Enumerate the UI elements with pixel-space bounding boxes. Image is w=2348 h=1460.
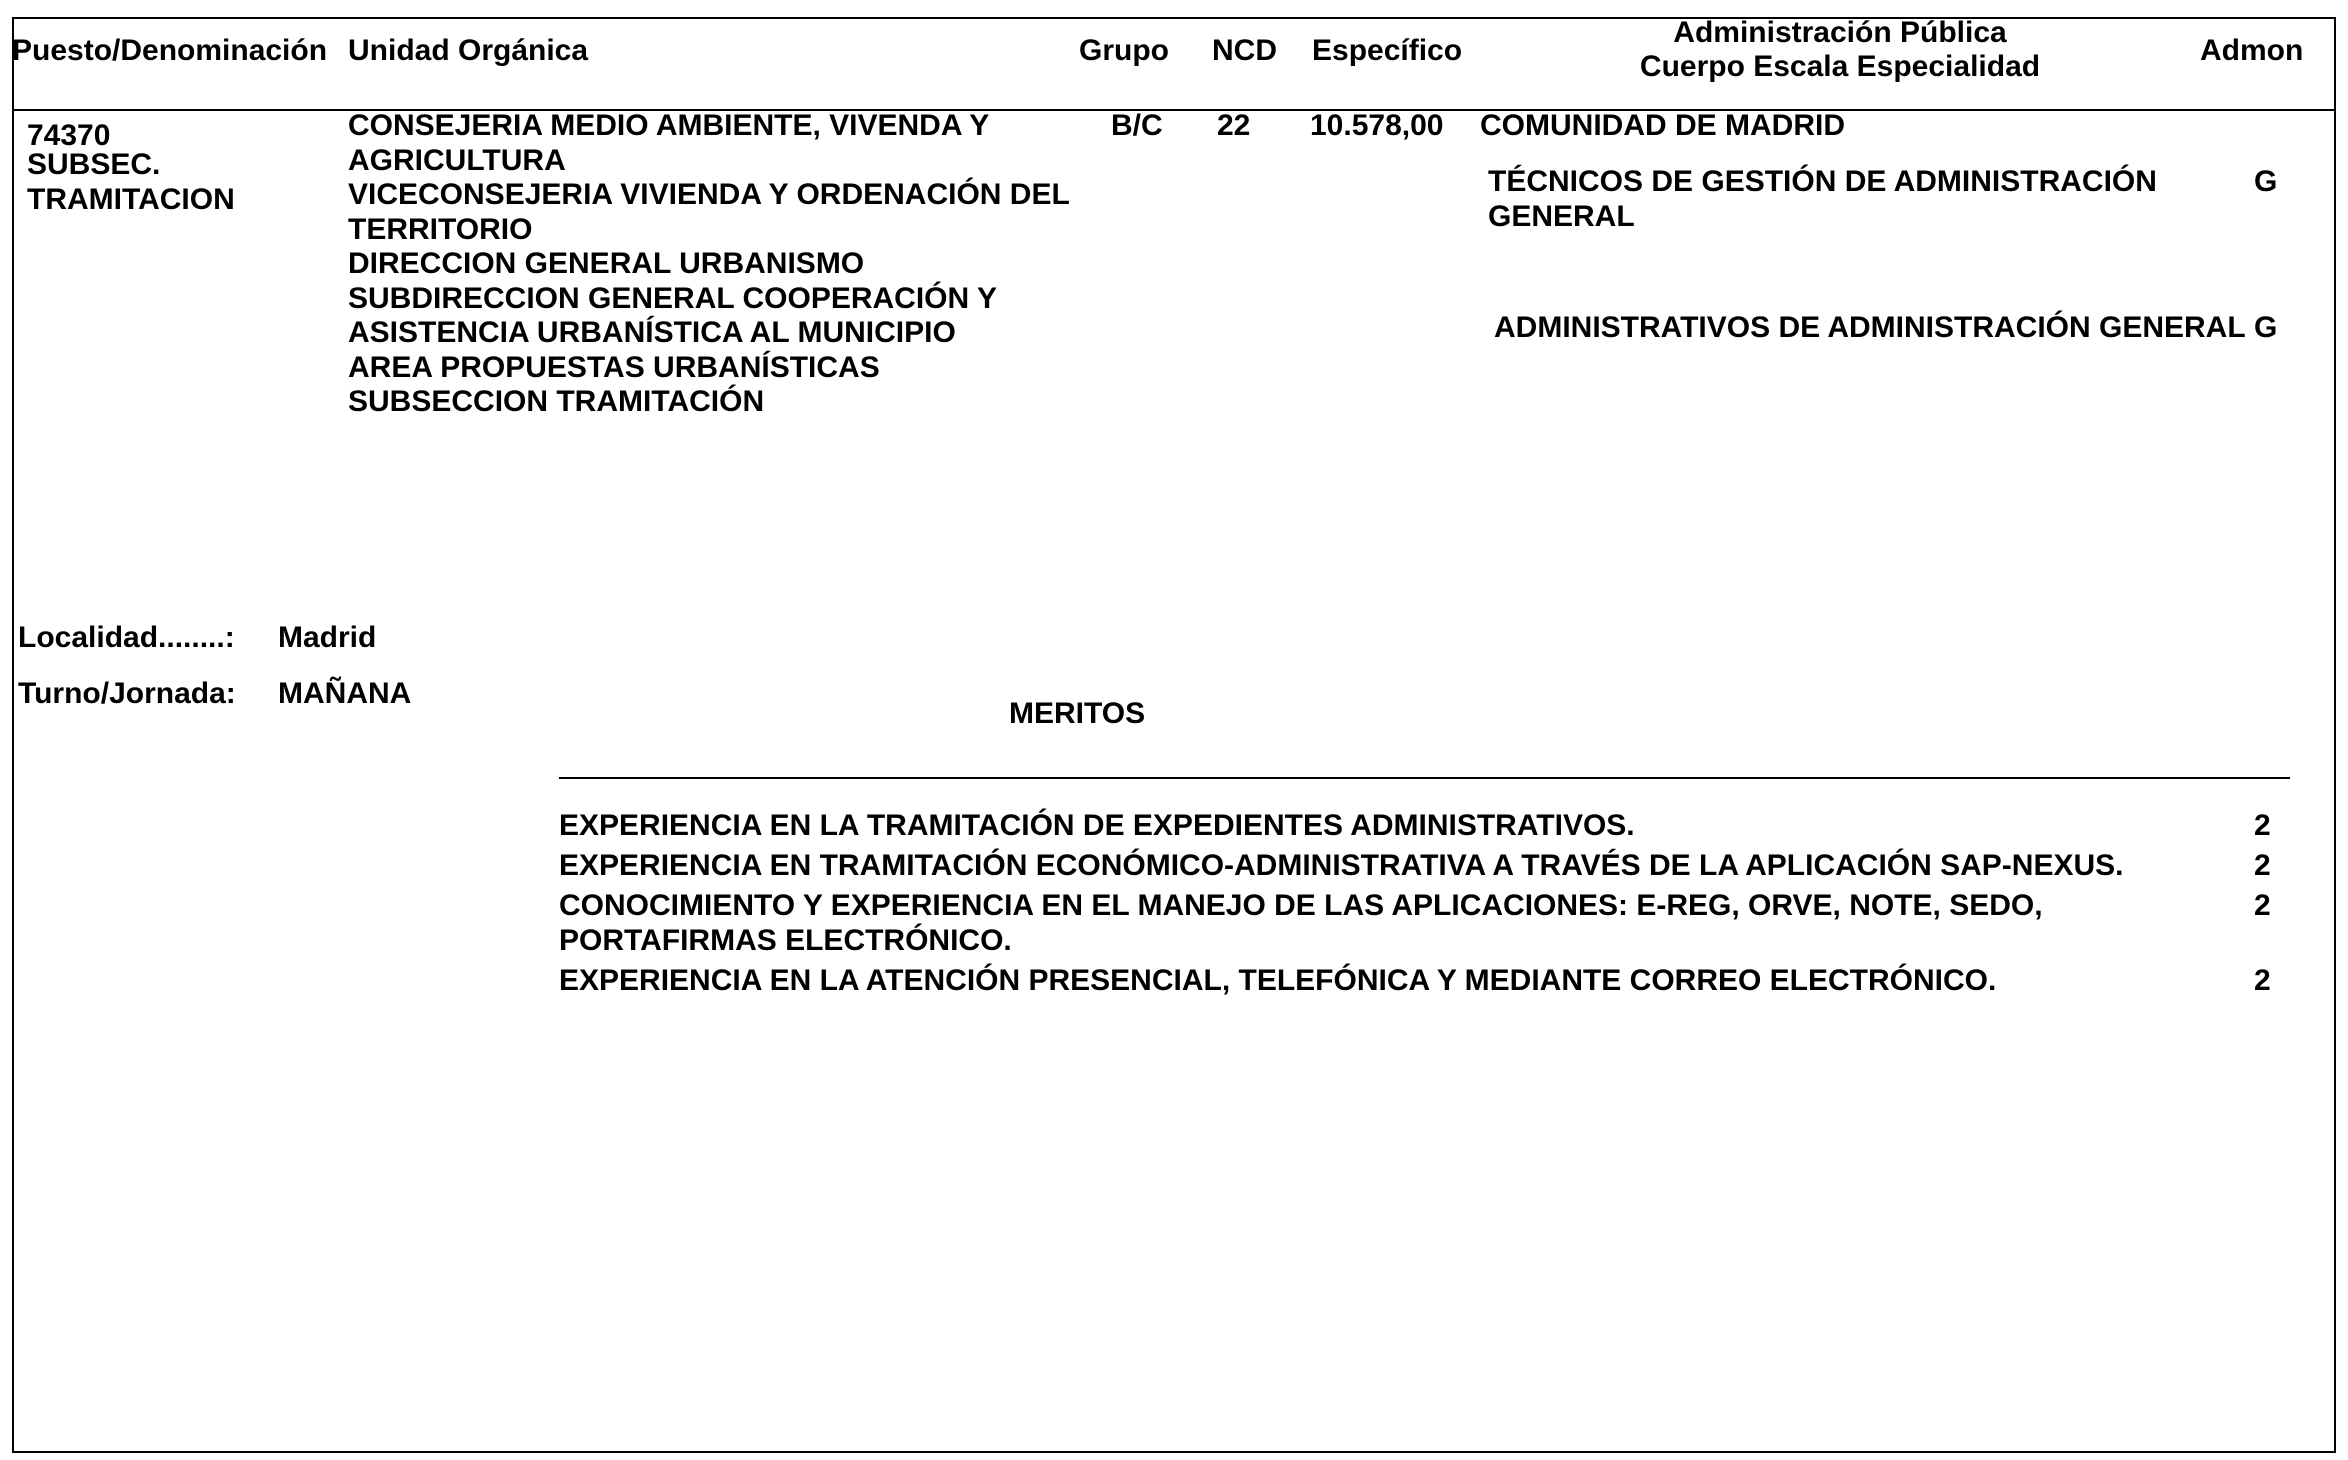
- merito-points: 2: [2254, 849, 2271, 882]
- denominacion-line: TRAMITACION: [27, 182, 235, 216]
- merito-item: EXPERIENCIA EN LA ATENCIÓN PRESENCIAL, TELEFÓNICA Y MEDIANTE CORREO ELECTRÓNICO.: [559, 964, 1997, 997]
- header-puesto: Puesto/Denominación: [12, 34, 328, 67]
- post-administracion: COMUNIDAD DE MADRID: [1480, 109, 1845, 142]
- unidad-line: TERRITORIO: [348, 212, 533, 246]
- cuerpo-administrativos: ADMINISTRATIVOS DE ADMINISTRACIÓN GENERAL: [1494, 311, 2246, 344]
- merito-item: EXPERIENCIA EN LA TRAMITACIÓN DE EXPEDIENTES ADMINISTRATIVOS.: [559, 809, 1635, 842]
- meritos-title: MERITOS: [1009, 697, 1146, 730]
- header-ncd: NCD: [1212, 34, 1277, 67]
- unidad-organica: [348, 109, 1070, 420]
- merito-points: 2: [2254, 964, 2271, 997]
- unidad-line: DIRECCION GENERAL URBANISMO: [348, 247, 865, 280]
- merito-points: 2: [2254, 809, 2271, 842]
- unidad-line: VICECONSEJERIA VIVIENDA Y ORDENACIÓN DEL: [348, 178, 1070, 211]
- turno-value: MAÑANA: [278, 677, 412, 710]
- cuerpo-line: GENERAL: [1488, 199, 1635, 233]
- denominacion-line: SUBSEC.: [27, 148, 161, 181]
- unidad-line: SUBDIRECCION GENERAL COOPERACIÓN Y: [348, 281, 997, 315]
- localidad-label: Localidad........:: [18, 621, 235, 654]
- post-denominacion: [27, 148, 235, 217]
- post-especifico: 10.578,00: [1310, 109, 1444, 142]
- turno-label: Turno/Jornada:: [18, 677, 236, 710]
- header-cuerpo-escala: Cuerpo Escala Especialidad: [1639, 50, 2041, 83]
- unidad-line: CONSEJERIA MEDIO AMBIENTE, VIVENDA Y: [348, 109, 990, 142]
- cuerpo-line: TÉCNICOS DE GESTIÓN DE ADMINISTRACIÓN: [1488, 165, 2157, 198]
- unidad-line: ASISTENCIA URBANÍSTICA AL MUNICIPIO: [348, 316, 956, 349]
- cuerpo-tecnicos: [1488, 165, 2157, 234]
- cuerpo-tecnicos-admon: G: [2254, 165, 2278, 198]
- header-especifico: Específico: [1312, 34, 1463, 67]
- merito-item: [559, 889, 2043, 958]
- header-admon: Admon: [2200, 34, 2304, 67]
- merito-item: EXPERIENCIA EN TRAMITACIÓN ECONÓMICO-ADMINISTRATIVA A TRAVÉS DE LA APLICACIÓN SAP-NEXUS.: [559, 849, 2124, 882]
- merito-line: CONOCIMIENTO Y EXPERIENCIA EN EL MANEJO DE LAS APLICACIONES: E-REG, ORVE, NOTE, SEDO,: [559, 889, 2043, 922]
- localidad-value: Madrid: [278, 621, 377, 654]
- merito-line: PORTAFIRMAS ELECTRÓNICO.: [559, 923, 1012, 957]
- post-code: 74370: [27, 119, 111, 152]
- header-unidad: Unidad Orgánica: [348, 34, 589, 67]
- post-grupo: B/C: [1111, 109, 1163, 142]
- post-ncd: 22: [1217, 109, 1251, 142]
- meritos-divider: [559, 777, 2290, 779]
- header-administracion: Administración Pública: [1673, 16, 2007, 49]
- unidad-line: AGRICULTURA: [348, 143, 566, 177]
- merito-points: 2: [2254, 889, 2271, 922]
- cuerpo-administrativos-admon: G: [2254, 311, 2278, 344]
- unidad-line: SUBSECCION TRAMITACIÓN: [348, 385, 765, 418]
- header-grupo: Grupo: [1079, 34, 1169, 67]
- unidad-line: AREA PROPUESTAS URBANÍSTICAS: [348, 350, 880, 384]
